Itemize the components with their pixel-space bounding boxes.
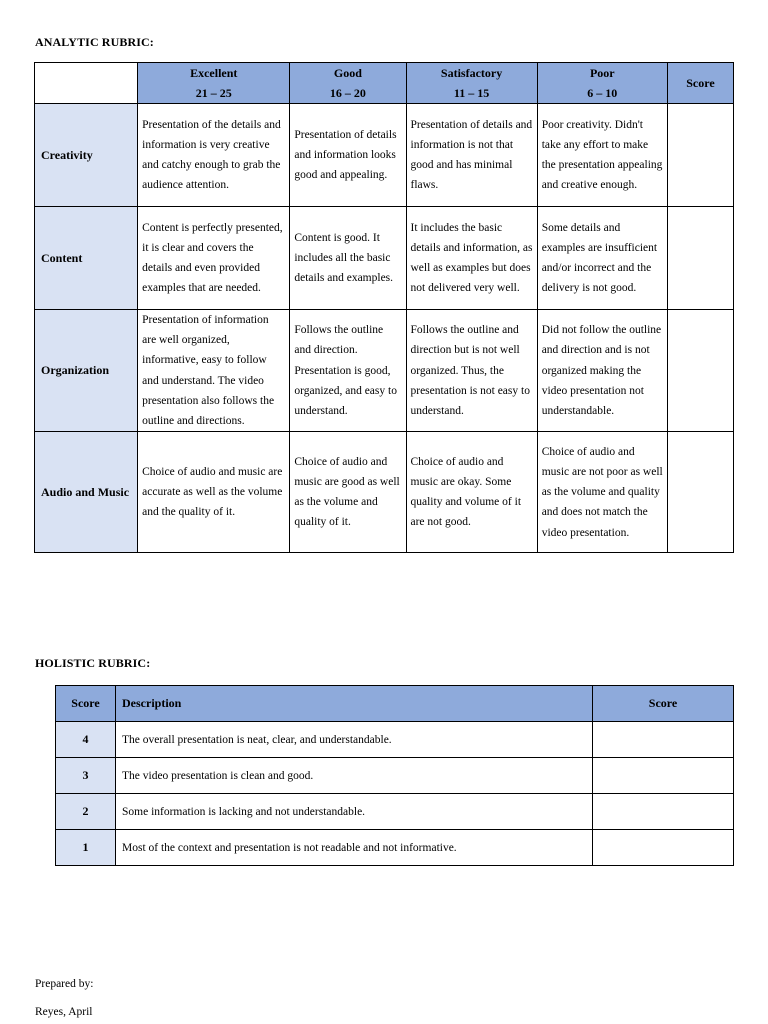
holistic-header-row <box>56 686 734 722</box>
holistic-score-value: 3 <box>56 758 116 794</box>
holistic-description: The video presentation is clean and good. <box>116 758 593 794</box>
holistic-description: The overall presentation is neat, clear, and understandable. <box>116 722 593 758</box>
criterion-organization: Organization <box>35 310 138 432</box>
row-content <box>35 207 734 310</box>
audio-music-score-cell <box>667 432 733 553</box>
creativity-good: Presentation of details and information looks good and appealing. <box>290 104 406 207</box>
audio-music-good: Choice of audio and music are good as well as the volume and quality of it. <box>290 432 406 553</box>
audio-music-excellent: Choice of audio and music are accurate as well as the volume and the quality of it. <box>138 432 290 553</box>
header-poor: Poor 6 – 10 <box>537 63 667 104</box>
holistic-score-value: 4 <box>56 722 116 758</box>
header-score: Score <box>667 63 733 104</box>
content-good: Content is good. It includes all the basic details and examples. <box>290 207 406 310</box>
organization-good: Follows the outline and direction. Presentation is good, organized, and easy to understand. <box>290 310 406 432</box>
content-satisfactory: It includes the basic details and information, as well as examples but does not delivered very well. <box>406 207 537 310</box>
creativity-excellent: Presentation of the details and information is very creative and catchy enough to grab the audience attention. <box>138 104 290 207</box>
prepared-by-label: Prepared by: <box>35 978 94 990</box>
content-excellent: Content is perfectly presented, it is clear and covers the details and even provided examples that are needed. <box>138 207 290 310</box>
holistic-header-score-blank: Score <box>593 686 734 722</box>
holistic-row <box>56 794 734 830</box>
creativity-poor: Poor creativity. Didn't take any effort to make the presentation appealing and creative enough. <box>537 104 667 207</box>
holistic-score-cell <box>593 794 734 830</box>
organization-score-cell <box>667 310 733 432</box>
header-satisfactory: Satisfactory 11 – 15 <box>406 63 537 104</box>
criterion-audio-music: Audio and Music <box>35 432 138 553</box>
holistic-row <box>56 758 734 794</box>
header-blank-cell <box>35 63 138 104</box>
row-organization <box>35 310 734 432</box>
organization-satisfactory: Follows the outline and direction but is not well organized. Thus, the presentation is not easy to understand. <box>406 310 537 432</box>
analytic-rubric-heading: ANALYTIC RUBRIC: <box>35 35 154 49</box>
holistic-score-cell <box>593 830 734 866</box>
holistic-score-cell <box>593 722 734 758</box>
holistic-description: Some information is lacking and not understandable. <box>116 794 593 830</box>
holistic-header-score: Score <box>56 686 116 722</box>
analytic-rubric-table <box>34 62 734 553</box>
holistic-row <box>56 830 734 866</box>
holistic-score-value: 1 <box>56 830 116 866</box>
holistic-header-description: Description <box>116 686 593 722</box>
creativity-score-cell <box>667 104 733 207</box>
author-name: Reyes, April <box>35 1006 93 1018</box>
analytic-header-row <box>35 63 734 104</box>
content-poor: Some details and examples are insufficient and/or incorrect and the delivery is not good. <box>537 207 667 310</box>
audio-music-poor: Choice of audio and music are not poor as well as the volume and quality and does not match the video presentation. <box>537 432 667 553</box>
holistic-rubric-table <box>55 685 734 866</box>
creativity-satisfactory: Presentation of details and information is not that good and has minimal flaws. <box>406 104 537 207</box>
header-good: Good 16 – 20 <box>290 63 406 104</box>
organization-excellent: Presentation of information are well organized, informative, easy to follow and understand. The video presentation also follows the outline and directions. <box>138 310 290 432</box>
row-creativity <box>35 104 734 207</box>
organization-poor: Did not follow the outline and direction and is not organized making the video presentation not understandable. <box>537 310 667 432</box>
content-score-cell <box>667 207 733 310</box>
holistic-rubric-heading: HOLISTIC RUBRIC: <box>35 656 151 670</box>
criterion-content: Content <box>35 207 138 310</box>
holistic-description: Most of the context and presentation is not readable and not informative. <box>116 830 593 866</box>
holistic-row <box>56 722 734 758</box>
holistic-score-cell <box>593 758 734 794</box>
header-excellent: Excellent 21 – 25 <box>138 63 290 104</box>
criterion-creativity: Creativity <box>35 104 138 207</box>
holistic-score-value: 2 <box>56 794 116 830</box>
row-audio-music <box>35 432 734 553</box>
audio-music-satisfactory: Choice of audio and music are okay. Some quality and volume of it are not good. <box>406 432 537 553</box>
